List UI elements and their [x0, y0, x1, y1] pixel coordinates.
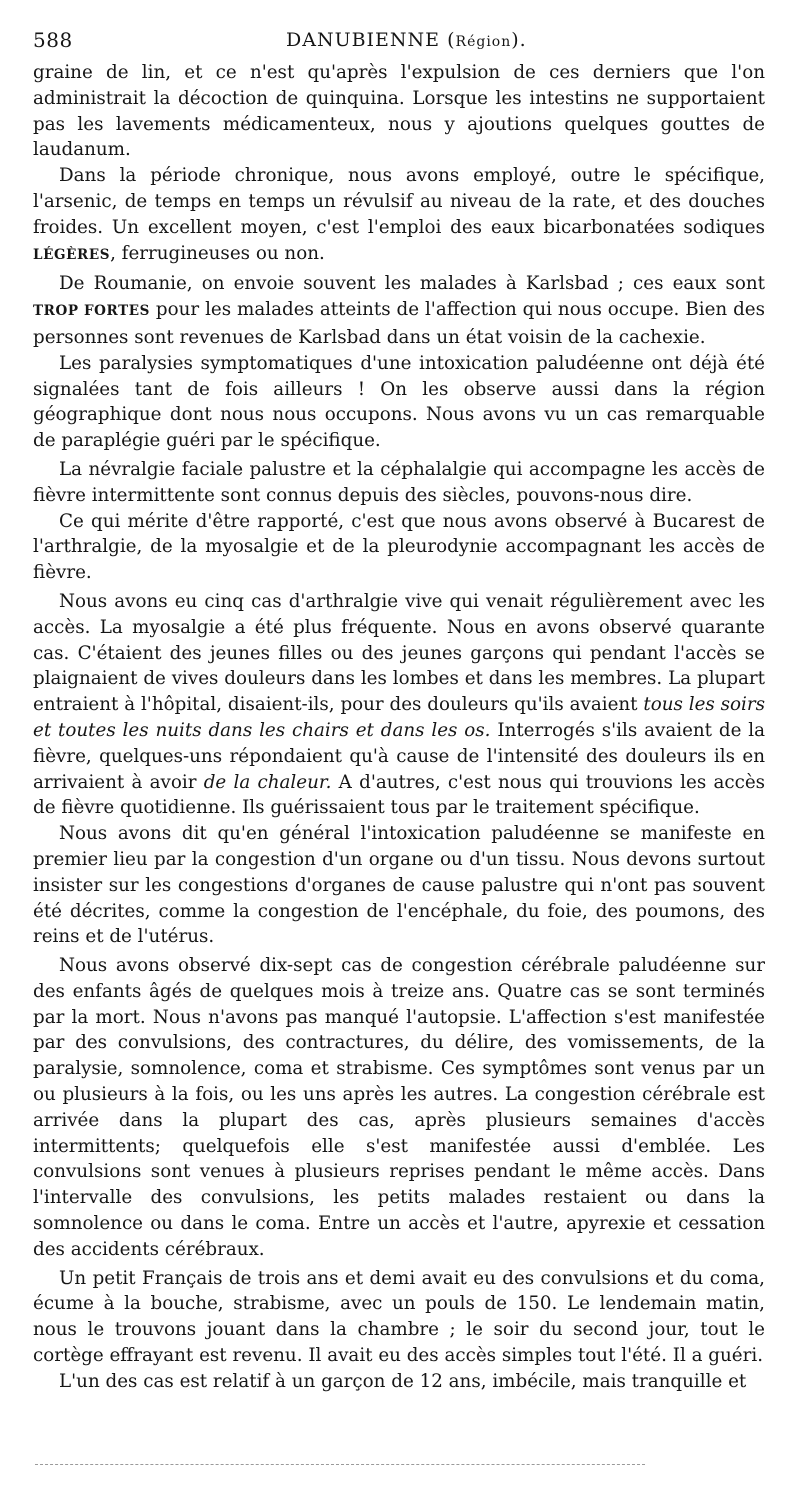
paragraph: Un petit Français de trois ans et demi avait eu des convulsions et du coma, écume à la bouche, strabisme, avec un pouls de 150. Le lendemain matin, nous le trouvons jouant dans la chambre ; le soir du second jour, tout le cortège effrayant est revenu. Il avait eu des accès simples tout l'été. Il a guéri. [33, 1267, 765, 1367]
paragraph: Dans la période chronique, nous avons employé, outre le spécifique, l'arsenic, de temps en temps un révulsif au niveau de la rate, et des douches froides. Un excellent moyen, c'est l'emploi des eaux bicarbonatées sodiques LÉGÈRES, ferrugineuses ou non. [33, 165, 765, 264]
paragraph: Les paralysies symptomatiques d'une intoxication paludéenne ont déjà été signalées tant de fois ailleurs ! On les observe aussi dans la région géographique dont nous nous occupons. Nous avons vu un cas remarquable de paraplégie guéri par le spécifique. [33, 352, 765, 452]
bottom-scan-rule [35, 1464, 645, 1465]
running-title-main: DANUBIENNE [286, 29, 441, 51]
paragraph: Ce qui mérite d'être rapporté, c'est que nous avons observé à Bucarest de l'arthralgie, de la myosalgie et de la pleurodynie accompagnant les accès de fièvre. [33, 510, 765, 584]
paragraph-continued: graine de lin, et ce n'est qu'après l'expulsion de ces derniers que l'on administrait la décoction de quinquina. Lorsque les intestins ne supportaient pas les lavements médicamenteux, nous y ajoutions quelques gouttes de laudanum. [33, 62, 765, 161]
paragraph: La névralgie faciale palustre et la céphalalgie qui accompagne les accès de fièvre intermittente sont connus depuis des siècles, pouvons-nous dire. [33, 458, 765, 506]
book-page [33, 28, 765, 1395]
running-title-subtitle: Région [455, 34, 512, 50]
paragraph: De Roumanie, on envoie souvent les malades à Karlsbad ; ces eaux sont TROP FORTES pour les malades atteints de l'affection qui nous occupe. Bien des personnes sont revenues de Karlsbad dans un état voisin de la cachexie. [33, 273, 765, 348]
paragraph: L'un des cas est relatif à un garçon de 12 ans, imbécile, mais tranquille et [59, 1370, 747, 1392]
page-number: 588 [33, 28, 73, 52]
running-title: DANUBIENNE (Région). [286, 29, 527, 51]
paragraph: Nous avons dit qu'en général l'intoxication paludéenne se manifeste en premier lieu par la congestion d'un organe ou d'un tissu. Nous devons surtout insister sur les congestions d'organes de cause palustre qui n'ont pas souvent été décrites, comme la congestion de l'encéphale, du foie, des poumons, des reins et de l'utérus. [33, 823, 765, 948]
running-header [33, 28, 765, 54]
paragraph: Nous avons observé dix-sept cas de congestion cérébrale paludéenne sur des enfants âgés de quelques mois à treize ans. Quatre cas se sont terminés par la mort. Nous n'avons pas manqué l'autopsie. L'affection s'est manifestée par des convulsions, des contractures, du délire, des vomissements, de la paralysie, somnolence, coma et strabisme. Ces symptômes sont venus par un ou plusieurs à la fois, ou les uns après les autres. La congestion cérébrale est arrivée dans la plupart des cas, après plusieurs semaines d'accès intermittents; quelquefois elle s'est manifestée aussi d'emblée. Les convulsions sont venues à plusieurs reprises pendant le même accès. Dans l'intervalle des convulsions, les petits malades restaient ou dans la somnolence ou dans le coma. Entre un accès et l'autre, apyrexie et cessation des accidents cérébraux. [33, 955, 765, 1260]
paragraph: Nous avons eu cinq cas d'arthralgie vive qui venait régulièrement avec les accès. La myosalgie a été plus fréquente. Nous en avons observé quarante cas. C'étaient des jeunes filles ou des jeunes garçons qui pendant l'accès se plaignaient de vives douleurs dans les lombes et dans les membres. La plupart entraient à l'hôpital, disaient-ils, pour des douleurs qu'ils avaient tous les soirs et toutes les nuits dans les chairs et dans les os. Interrogés s'ils avaient de la fièvre, quelques-uns répondaient qu'à cause de l'intensité des douleurs ils en arrivaient à avoir de la chaleur. A d'autres, c'est nous qui trouvions les accès de fièvre quotidienne. Ils guérissaient tous par le traitement spécifique. [33, 590, 766, 819]
body-text [33, 60, 765, 1395]
